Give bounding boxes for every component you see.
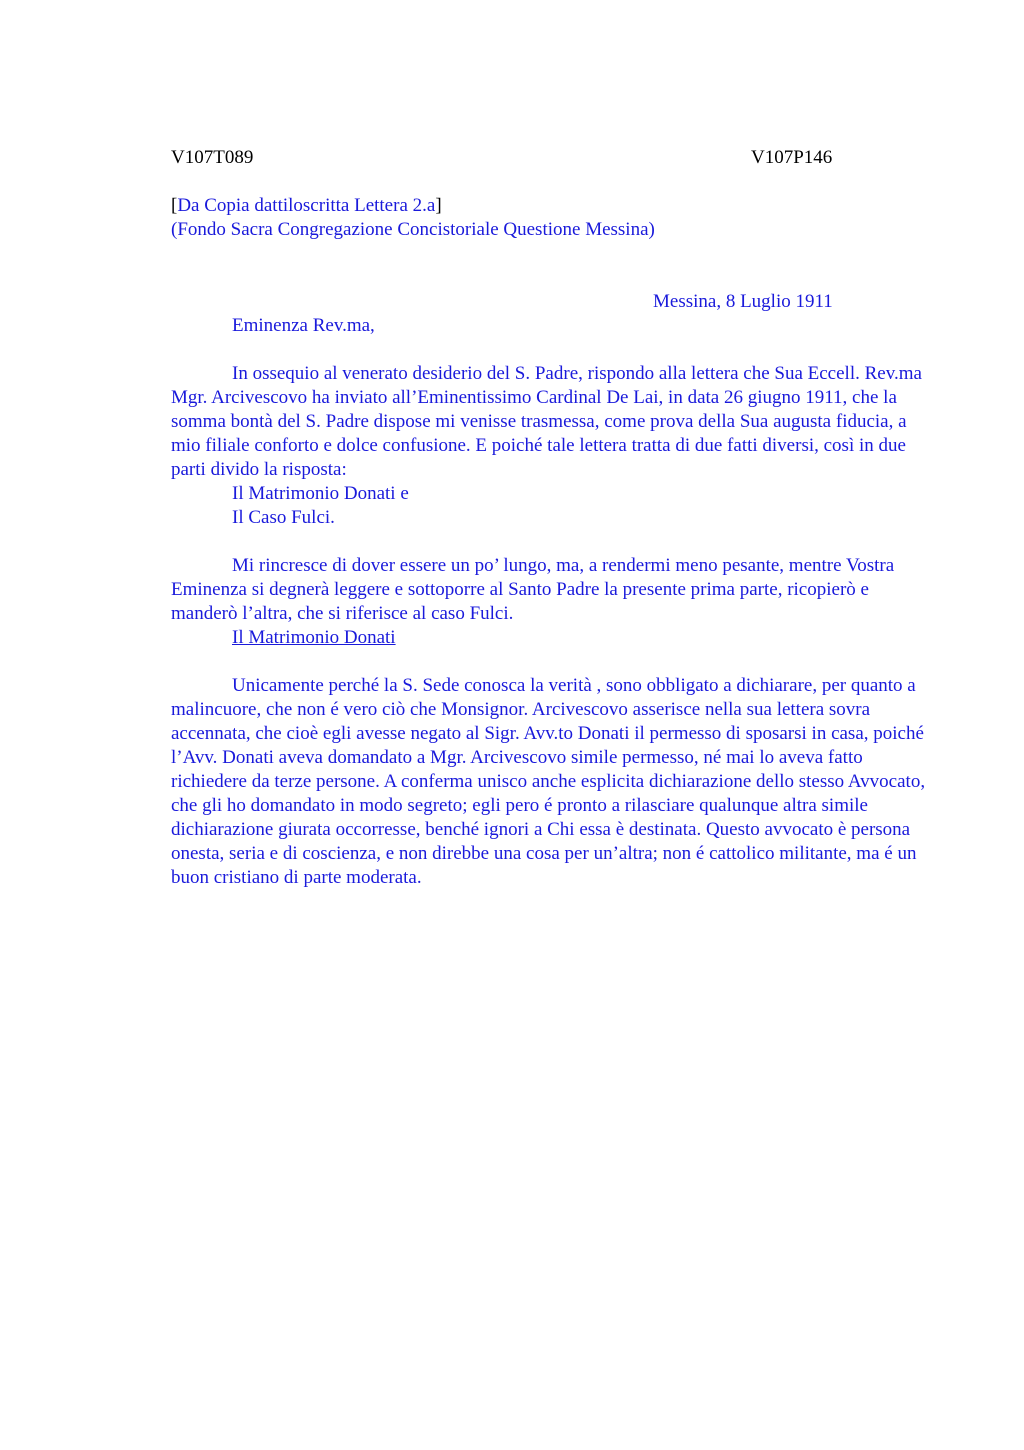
intro-paragraph: In ossequio al venerato desiderio del S. Padre, rispondo alla lettera che Sua Eccell. Rev.ma Mgr. Arcivescovo ha inviato all’Eminentissimo Cardinal De Lai, in data 26 giugno 1911, che la somma bontà del S. Padre dispose mi venisse trasmessa, come prova della Sua augusta fiducia, a mio filiale conforto e dolce confusione. E poiché tale lettera tratta di due fatti diversi, così in due parti divido la risposta: xyxy=(171,363,922,480)
spacer xyxy=(171,338,931,362)
close-bracket: ] xyxy=(435,195,442,216)
left-document-id: V107T089 xyxy=(171,147,254,168)
source-copy-label: Da Copia dattiloscritta Lettera 2.a xyxy=(177,195,436,216)
document-page xyxy=(171,146,931,890)
open-bracket: [ xyxy=(171,195,178,216)
source-note xyxy=(171,194,931,242)
place-date: Messina, 8 Luglio 1911 xyxy=(653,291,833,312)
part-item-1: Il Matrimonio Donati e xyxy=(232,483,409,504)
apology-paragraph: Mi rincresce di dover essere un po’ lungo, ma, a rendermi meno pesante, mentre Vostra Eminenza si degnerà leggere e sottoporre al Santo Padre la presente prima parte, ricopierò e manderò l’altra, che si riferisce al caso Fulci. xyxy=(171,555,895,624)
body-paragraph: Unicamente perché la S. Sede conosca la verità , sono obbligato a dichiarare, per quanto a malincuore, che non é vero ciò che Monsignor. Arcivescovo asserisce nella sua lettera sovra accennata, che cioè egli avesse negato al Sigr. Avv.to Donati il permesso di sposarsi in casa, poiché l’Avv. Donati aveva domandato a Mgr. Arcivescovo simile permesso, né mai lo aveva fatto richiedere da terze persone. A conferma unisco anche esplicita dichiarazione dello stesso Avvocato, che gli ho domandato in modo segreto; egli pero é pronto a rilasciare qualunque altra simile dichiarazione giurata occorresse, benché ignori a Chi essa è destinata. Questo avvocato è persona onesta, seria e di coscienza, e non direbbe una cosa per un’altra; non é cattolico militante, ma é un buon cristiano di parte moderata. xyxy=(171,675,926,888)
part-item-2: Il Caso Fulci. xyxy=(232,507,335,528)
source-line-1 xyxy=(171,194,931,218)
spacer xyxy=(171,530,931,554)
right-document-id: V107P146 xyxy=(751,147,833,168)
source-fondo-label: (Fondo Sacra Congregazione Concistoriale Questione Messina) xyxy=(171,219,655,240)
spacer xyxy=(171,650,931,674)
salutation: Eminenza Rev.ma, xyxy=(232,315,375,336)
document-ids xyxy=(171,146,931,170)
section-title-text: Il Matrimonio Donati xyxy=(232,627,396,648)
section-title xyxy=(171,626,931,650)
